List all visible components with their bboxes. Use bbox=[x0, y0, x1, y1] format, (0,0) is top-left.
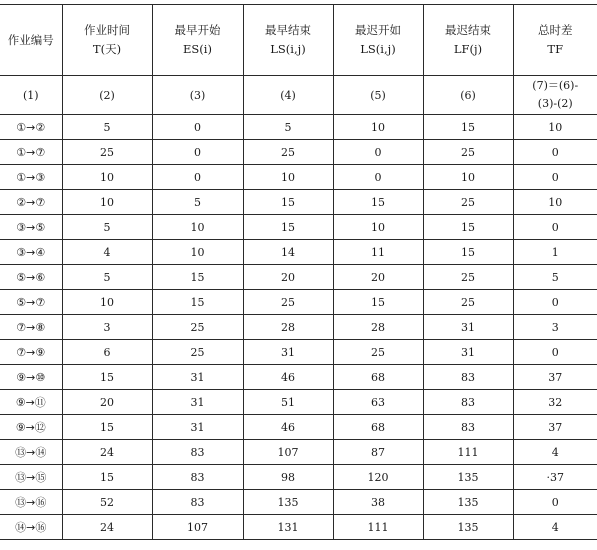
formula-line: (3)-(2) bbox=[537, 97, 573, 110]
cell-latest-finish: 25 bbox=[423, 290, 513, 315]
cell-duration: 10 bbox=[62, 165, 152, 190]
cell-duration: 5 bbox=[62, 265, 152, 290]
cell-duration: 15 bbox=[62, 465, 152, 490]
table-row bbox=[0, 465, 597, 490]
activity-schedule-table bbox=[0, 4, 597, 540]
cell-latest-finish: 135 bbox=[423, 490, 513, 515]
cell-earliest-finish: 28 bbox=[243, 315, 333, 340]
cell-activity-id: ②→⑦ bbox=[0, 190, 62, 215]
cell-activity-id: ⑨→⑫ bbox=[0, 415, 62, 440]
cell-latest-finish: 111 bbox=[423, 440, 513, 465]
header-row bbox=[0, 5, 597, 76]
cell-total-float: 0 bbox=[513, 215, 597, 240]
cell-duration: 52 bbox=[62, 490, 152, 515]
total-float-formula bbox=[513, 76, 597, 115]
cell-earliest-finish: 10 bbox=[243, 165, 333, 190]
cell-earliest-finish: 131 bbox=[243, 515, 333, 540]
header-duration bbox=[62, 5, 152, 76]
cell-total-float: 1 bbox=[513, 240, 597, 265]
cell-latest-finish: 10 bbox=[423, 165, 513, 190]
cell-duration: 3 bbox=[62, 315, 152, 340]
table-row bbox=[0, 365, 597, 390]
header-symbol: T(天) bbox=[92, 42, 122, 56]
cell-latest-finish: 15 bbox=[423, 115, 513, 140]
cell-earliest-start: 83 bbox=[152, 490, 243, 515]
cell-total-float: 32 bbox=[513, 390, 597, 415]
cell-earliest-start: 15 bbox=[152, 265, 243, 290]
table-row bbox=[0, 265, 597, 290]
cell-total-float: 0 bbox=[513, 290, 597, 315]
cell-latest-start: 10 bbox=[333, 115, 423, 140]
cell-earliest-start: 0 bbox=[152, 165, 243, 190]
cell-total-float: 10 bbox=[513, 190, 597, 215]
cell-latest-start: 38 bbox=[333, 490, 423, 515]
header-text: 最迟结束 bbox=[445, 23, 491, 37]
cell-latest-finish: 25 bbox=[423, 265, 513, 290]
cell-earliest-finish: 20 bbox=[243, 265, 333, 290]
cell-duration: 6 bbox=[62, 340, 152, 365]
cell-earliest-finish: 46 bbox=[243, 365, 333, 390]
cell-earliest-finish: 51 bbox=[243, 390, 333, 415]
cell-latest-finish: 135 bbox=[423, 515, 513, 540]
header-symbol: LS(i,j) bbox=[360, 42, 396, 56]
cell-earliest-finish: 14 bbox=[243, 240, 333, 265]
column-number: (6) bbox=[423, 76, 513, 115]
cell-earliest-start: 0 bbox=[152, 140, 243, 165]
header-total-float bbox=[513, 5, 597, 76]
cell-latest-finish: 83 bbox=[423, 390, 513, 415]
column-number: (5) bbox=[333, 76, 423, 115]
cell-latest-finish: 31 bbox=[423, 340, 513, 365]
cell-activity-id: ③→⑤ bbox=[0, 215, 62, 240]
cell-earliest-finish: 46 bbox=[243, 415, 333, 440]
column-number: (4) bbox=[243, 76, 333, 115]
cell-total-float: 0 bbox=[513, 490, 597, 515]
cell-latest-start: 111 bbox=[333, 515, 423, 540]
cell-duration: 10 bbox=[62, 290, 152, 315]
cell-total-float: 0 bbox=[513, 165, 597, 190]
table-row bbox=[0, 390, 597, 415]
cell-activity-id: ⑭→⑯ bbox=[0, 515, 62, 540]
cell-earliest-start: 10 bbox=[152, 215, 243, 240]
table-row bbox=[0, 315, 597, 340]
cell-earliest-finish: 107 bbox=[243, 440, 333, 465]
cell-duration: 5 bbox=[62, 115, 152, 140]
cell-latest-finish: 31 bbox=[423, 315, 513, 340]
cell-activity-id: ⑬→⑭ bbox=[0, 440, 62, 465]
header-text: 总时差 bbox=[538, 23, 573, 37]
cell-latest-finish: 15 bbox=[423, 215, 513, 240]
header-earliest-start bbox=[152, 5, 243, 76]
cell-total-float: ·37 bbox=[513, 465, 597, 490]
cell-activity-id: ⑤→⑥ bbox=[0, 265, 62, 290]
cell-latest-start: 0 bbox=[333, 165, 423, 190]
cell-latest-finish: 135 bbox=[423, 465, 513, 490]
cell-activity-id: ①→③ bbox=[0, 165, 62, 190]
cell-duration: 5 bbox=[62, 215, 152, 240]
cell-activity-id: ⑤→⑦ bbox=[0, 290, 62, 315]
cell-total-float: 3 bbox=[513, 315, 597, 340]
cell-activity-id: ①→⑦ bbox=[0, 140, 62, 165]
cell-latest-start: 25 bbox=[333, 340, 423, 365]
formula-line: (7)＝(6)- bbox=[532, 79, 579, 92]
cell-activity-id: ⑬→⑯ bbox=[0, 490, 62, 515]
cell-duration: 15 bbox=[62, 415, 152, 440]
cell-total-float: 4 bbox=[513, 440, 597, 465]
header-text: 作业时间 bbox=[84, 23, 130, 37]
cell-duration: 10 bbox=[62, 190, 152, 215]
table-row bbox=[0, 115, 597, 140]
cell-total-float: 37 bbox=[513, 365, 597, 390]
cell-latest-finish: 15 bbox=[423, 240, 513, 265]
cell-earliest-start: 25 bbox=[152, 340, 243, 365]
cell-duration: 4 bbox=[62, 240, 152, 265]
table-row bbox=[0, 415, 597, 440]
cell-earliest-start: 5 bbox=[152, 190, 243, 215]
cell-latest-start: 68 bbox=[333, 365, 423, 390]
cell-activity-id: ③→④ bbox=[0, 240, 62, 265]
cell-earliest-start: 25 bbox=[152, 315, 243, 340]
cell-earliest-start: 0 bbox=[152, 115, 243, 140]
cell-earliest-finish: 15 bbox=[243, 190, 333, 215]
column-number: (2) bbox=[62, 76, 152, 115]
cell-earliest-finish: 25 bbox=[243, 140, 333, 165]
cell-total-float: 0 bbox=[513, 140, 597, 165]
table-row bbox=[0, 440, 597, 465]
cell-latest-start: 87 bbox=[333, 440, 423, 465]
cell-earliest-finish: 135 bbox=[243, 490, 333, 515]
column-number: (1) bbox=[0, 76, 62, 115]
cell-latest-finish: 83 bbox=[423, 365, 513, 390]
header-latest-start bbox=[333, 5, 423, 76]
header-symbol: LF(j) bbox=[453, 42, 483, 56]
cell-activity-id: ①→② bbox=[0, 115, 62, 140]
header-activity-id bbox=[0, 5, 62, 76]
cell-earliest-start: 83 bbox=[152, 440, 243, 465]
cell-activity-id: ⑦→⑨ bbox=[0, 340, 62, 365]
cell-latest-start: 28 bbox=[333, 315, 423, 340]
cell-earliest-finish: 5 bbox=[243, 115, 333, 140]
header-text: 作业编号 bbox=[7, 32, 54, 47]
cell-latest-start: 20 bbox=[333, 265, 423, 290]
cell-duration: 25 bbox=[62, 140, 152, 165]
cell-latest-finish: 83 bbox=[423, 415, 513, 440]
cell-duration: 24 bbox=[62, 515, 152, 540]
table-body bbox=[0, 115, 597, 540]
cell-latest-start: 63 bbox=[333, 390, 423, 415]
cell-total-float: 37 bbox=[513, 415, 597, 440]
table-row bbox=[0, 165, 597, 190]
cell-earliest-finish: 31 bbox=[243, 340, 333, 365]
cell-total-float: 10 bbox=[513, 115, 597, 140]
cell-activity-id: ⑬→⑮ bbox=[0, 465, 62, 490]
cell-total-float: 4 bbox=[513, 515, 597, 540]
cell-latest-start: 11 bbox=[333, 240, 423, 265]
cell-latest-start: 120 bbox=[333, 465, 423, 490]
header-text: 最迟开如 bbox=[355, 23, 401, 37]
cell-duration: 15 bbox=[62, 365, 152, 390]
cell-total-float: 0 bbox=[513, 340, 597, 365]
cell-earliest-start: 83 bbox=[152, 465, 243, 490]
table-row bbox=[0, 490, 597, 515]
table-row bbox=[0, 515, 597, 540]
header-text: 最早结束 bbox=[265, 23, 311, 37]
table-row bbox=[0, 240, 597, 265]
table-row bbox=[0, 215, 597, 240]
cell-earliest-start: 10 bbox=[152, 240, 243, 265]
cell-duration: 24 bbox=[62, 440, 152, 465]
cell-earliest-start: 31 bbox=[152, 365, 243, 390]
table-row bbox=[0, 340, 597, 365]
cell-earliest-finish: 98 bbox=[243, 465, 333, 490]
cell-earliest-start: 31 bbox=[152, 390, 243, 415]
cell-activity-id: ⑨→⑩ bbox=[0, 365, 62, 390]
cell-latest-start: 15 bbox=[333, 190, 423, 215]
table-row bbox=[0, 290, 597, 315]
cell-earliest-finish: 15 bbox=[243, 215, 333, 240]
cell-total-float: 5 bbox=[513, 265, 597, 290]
cell-latest-finish: 25 bbox=[423, 190, 513, 215]
header-latest-finish bbox=[423, 5, 513, 76]
cell-earliest-finish: 25 bbox=[243, 290, 333, 315]
table-row bbox=[0, 190, 597, 215]
cell-latest-start: 0 bbox=[333, 140, 423, 165]
column-number-row bbox=[0, 76, 597, 115]
header-symbol: LS(i,j) bbox=[270, 42, 306, 56]
cell-earliest-start: 15 bbox=[152, 290, 243, 315]
cell-latest-finish: 25 bbox=[423, 140, 513, 165]
cell-latest-start: 68 bbox=[333, 415, 423, 440]
cell-earliest-start: 31 bbox=[152, 415, 243, 440]
cell-activity-id: ⑨→⑪ bbox=[0, 390, 62, 415]
cell-earliest-start: 107 bbox=[152, 515, 243, 540]
cell-latest-start: 10 bbox=[333, 215, 423, 240]
table-row bbox=[0, 140, 597, 165]
cell-activity-id: ⑦→⑧ bbox=[0, 315, 62, 340]
cell-duration: 20 bbox=[62, 390, 152, 415]
column-number: (3) bbox=[152, 76, 243, 115]
header-text: 最早开始 bbox=[174, 23, 221, 37]
header-symbol: ES(i) bbox=[183, 42, 212, 56]
header-earliest-finish bbox=[243, 5, 333, 76]
cell-latest-start: 15 bbox=[333, 290, 423, 315]
header-symbol: TF bbox=[547, 42, 564, 56]
